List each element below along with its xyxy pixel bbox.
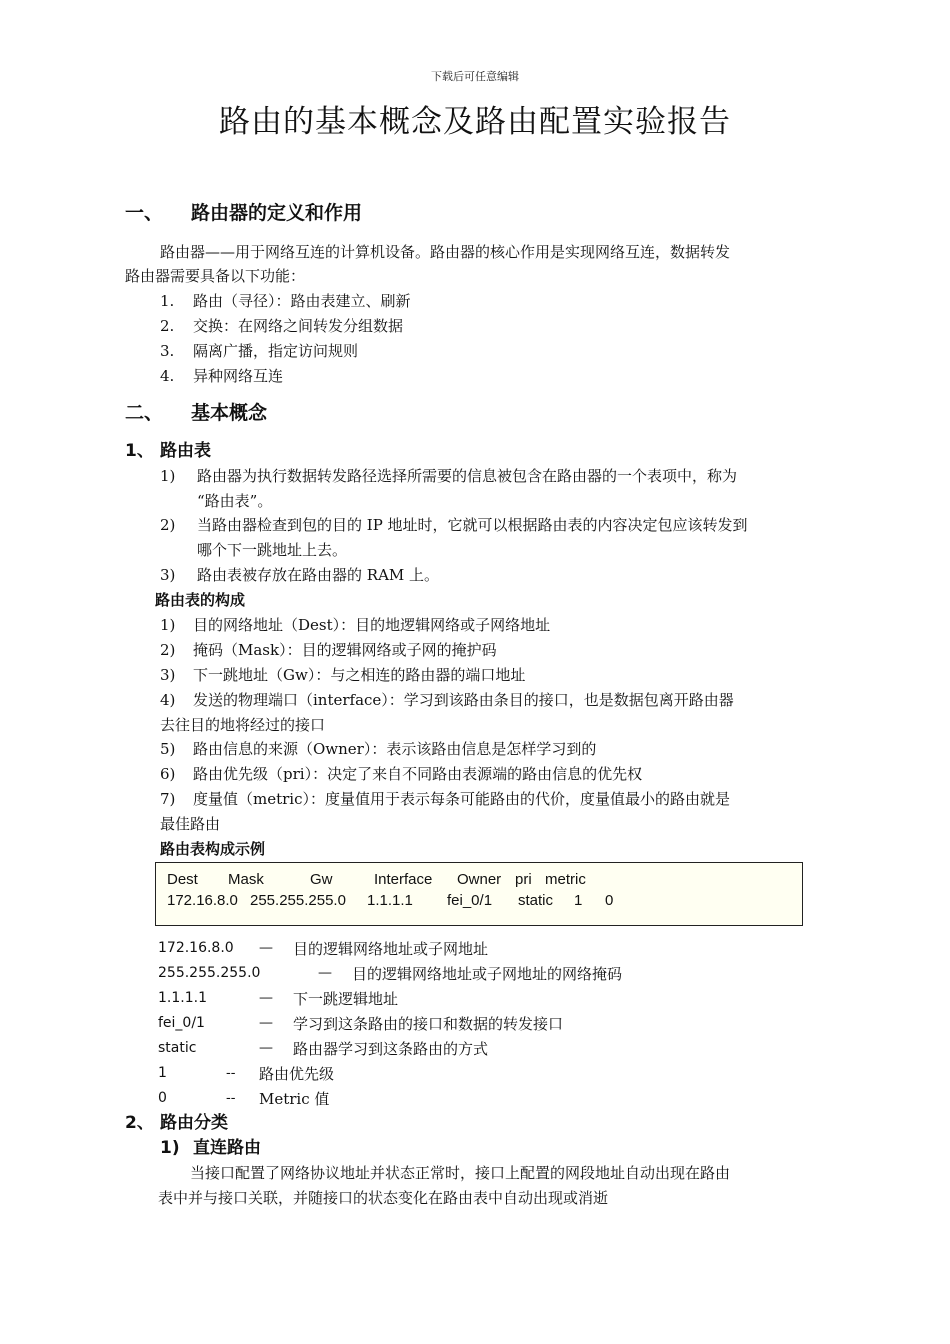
item-text: 发送的物理端口（interface）：学习到该路由条目的接口，也是数据包离开路由器 [193,691,734,709]
item-number: 4) [160,691,176,709]
item-text: 路由器为执行数据转发路径选择所需要的信息被包含在路由器的一个表项中，称为 [197,467,738,485]
legend-desc: 路由优先级 [259,1065,335,1083]
cell-interface: fei_0/1 [447,892,493,909]
col-header-dest: Dest [167,871,198,888]
composition-item [160,640,497,660]
legend-desc: 学习到这条路由的接口和数据的转发接口 [293,1015,564,1033]
col-header-mask: Mask [228,871,264,888]
section1-number: 一、 [125,202,164,224]
item-text: 下一跳地址（Gw）：与之相连的路由器的端口地址 [193,666,526,684]
document-title: 路由的基本概念及路由配置实验报告 [219,104,731,140]
item-text: 异种网络互连 [193,367,284,385]
legend-term: 172.16.8.0 [158,940,234,956]
composition-item [160,615,550,635]
direct-route-para-line1: 当接口配置了网络协议地址并状态正常时，接口上配置的网段地址自动出现在路由 [190,1164,731,1182]
header-note: 下载后可任意编辑 [431,70,519,83]
subsection1-number: 1、 [125,441,154,461]
composition-item [160,690,734,710]
legend-term: fei_0/1 [158,1015,205,1031]
legend-desc: 目的逻辑网络地址或子网地址 [293,940,489,958]
item-number: 3) [160,566,176,584]
legend-term: 0 [158,1090,167,1106]
legend-dash: — [259,1015,273,1031]
legend-desc: Metric 值 [259,1090,330,1108]
cell-dest: 172.16.8.0 [167,892,238,909]
routing-table-item-cont: “路由表”。 [197,492,273,510]
composition-item [160,665,525,685]
item1-title: 直连路由 [193,1138,261,1158]
item1-number: 1) [160,1138,180,1158]
routing-table-item-cont: 哪个下一跳地址上去。 [197,541,348,559]
subsection1-title: 路由表 [160,441,211,461]
col-header-metric: metric [545,871,586,888]
legend-dash: -- [226,1090,236,1106]
item-text: 交换：在网络之间转发分组数据 [193,317,404,335]
legend-desc: 路由器学习到这条路由的方式 [293,1040,489,1058]
item-text: 隔离广播，指定访问规则 [193,342,359,360]
function-item [160,341,358,361]
function-item [160,291,411,311]
legend-dash: -- [226,1065,236,1081]
section2-heading [125,402,268,424]
legend-term: static [158,1040,197,1056]
item-number: 1) [160,467,176,485]
legend-term: 1.1.1.1 [158,990,207,1006]
item-text: 路由信息的来源（Owner）：表示该路由信息是怎样学习到的 [193,740,597,758]
item-number: 6) [160,765,176,783]
composition-item [160,739,596,759]
col-header-interface: Interface [374,871,433,888]
cell-mask: 255.255.255.0 [250,892,346,909]
item-number: 2. [160,317,175,335]
item-text: 当路由器检查到包的目的 IP 地址时，它就可以根据路由表的内容决定包应该转发到 [197,516,748,534]
legend-term: 255.255.255.0 [158,965,261,981]
direct-route-para-line2: 表中并与接口关联，并随接口的状态变化在路由表中自动出现或消逝 [158,1189,609,1207]
function-item [160,316,403,336]
section1-para-line2: 路由器需要具备以下功能： [125,267,306,285]
composition-item [160,764,642,784]
function-item [160,366,283,386]
section1-heading [125,202,363,224]
section2-title: 基本概念 [191,402,268,424]
cell-pri: 1 [574,892,583,909]
subsection1-heading [125,441,211,461]
legend-desc: 目的逻辑网络地址或子网地址的网络掩码 [352,965,623,983]
section2-number: 二、 [125,402,164,424]
section1-title: 路由器的定义和作用 [191,202,363,224]
subsection2-title: 路由分类 [160,1113,228,1133]
item-number: 5) [160,740,176,758]
routing-table-item [160,515,748,535]
col-header-pri: pri [515,871,532,888]
example-title: 路由表构成示例 [160,840,266,858]
composition-item-cont: 去往目的地将经过的接口 [160,716,326,734]
routing-table-item [160,466,737,486]
legend-dash: — [259,1040,273,1056]
routing-table-example [155,862,803,926]
legend-desc: 下一跳逻辑地址 [293,990,399,1008]
item-number: 3. [160,342,175,360]
item-text: 掩码（Mask）：目的逻辑网络或子网的掩护码 [193,641,497,659]
item-text: 路由优先级（pri）：决定了来自不同路由表源端的路由信息的优先权 [193,765,643,783]
item-number: 2) [160,641,176,659]
item-number: 4. [160,367,175,385]
item-text: 度量值（metric）：度量值用于表示每条可能路由的代价，度量值最小的路由就是 [193,790,731,808]
section1-para-line1: 路由器——用于网络互连的计算机设备。路由器的核心作用是实现网络互连，数据转发 [160,243,731,261]
item-number: 2) [160,516,176,534]
cell-metric: 0 [605,892,614,909]
item-text: 路由（寻径）：路由表建立、刷新 [193,292,411,310]
composition-item [160,789,730,809]
item-number: 1) [160,616,176,634]
legend-dash: — [259,940,273,956]
item-text: 路由表被存放在路由器的 RAM 上。 [197,566,440,584]
cell-gw: 1.1.1.1 [367,892,413,909]
col-header-owner: Owner [457,871,502,888]
item-number: 7) [160,790,176,808]
composition-item-cont: 最佳路由 [160,815,221,833]
legend-term: 1 [158,1065,167,1081]
subsection2-number: 2、 [125,1113,154,1133]
routing-table-item [160,565,439,585]
item-number: 1. [160,292,175,310]
col-header-gw: Gw [310,871,333,888]
legend-dash: — [259,990,273,1006]
item-number: 3) [160,666,176,684]
composition-title: 路由表的构成 [155,591,246,609]
subsection2-item1-heading [160,1138,261,1158]
subsection2-heading [125,1113,228,1133]
item-text: 目的网络地址（Dest）：目的地逻辑网络或子网络地址 [193,616,551,634]
cell-owner: static [518,892,554,909]
legend-dash: — [318,965,332,981]
